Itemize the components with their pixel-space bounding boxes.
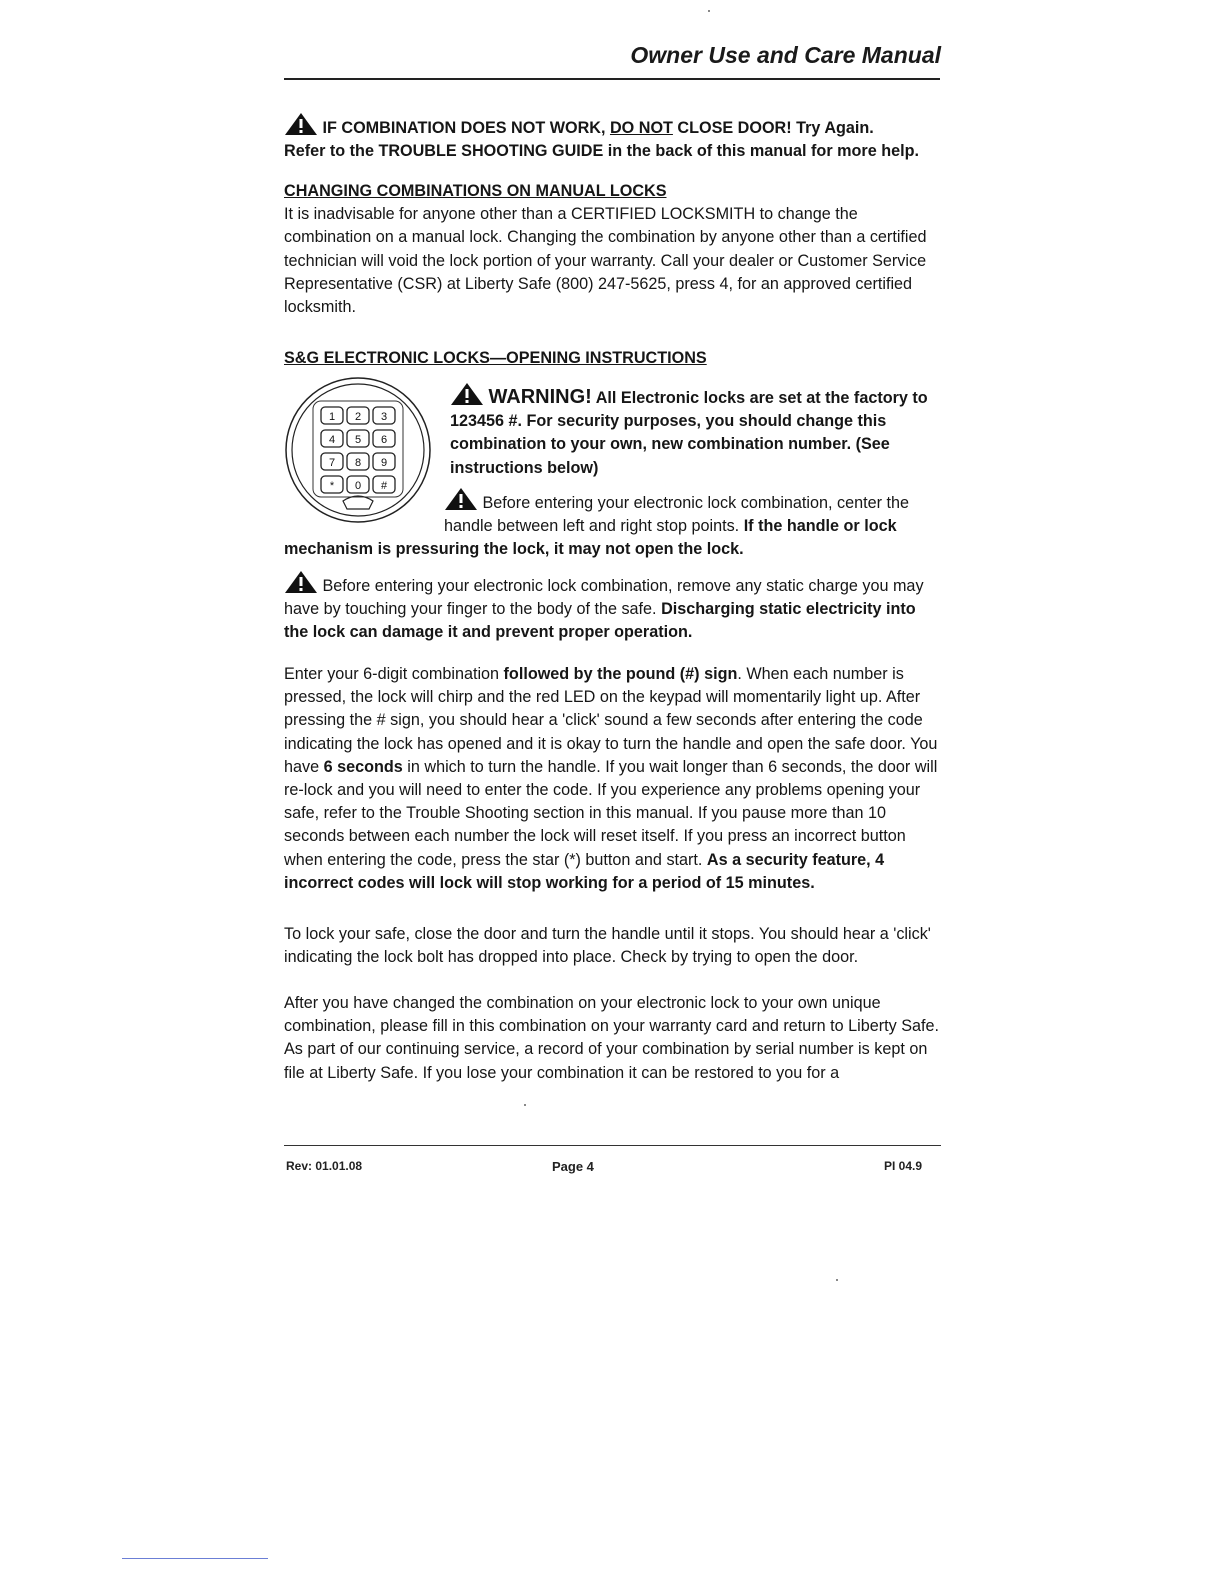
scan-speck: [524, 1104, 526, 1106]
keypad-key-label: 1: [328, 411, 336, 423]
footer-revision: Rev: 01.01.08: [286, 1159, 363, 1173]
keypad-key-label: 0: [354, 480, 362, 492]
keypad-key-label: 7: [328, 457, 336, 469]
center-handle-bold: If the handle or lock mechanism is pressuring the lock, it may not open the lock.: [284, 517, 897, 559]
manual-locks-heading: CHANGING COMBINATIONS ON MANUAL LOCKS: [284, 182, 667, 200]
warning-icon: [450, 382, 484, 406]
keypad-key-label: 5: [354, 434, 362, 446]
enter-b2: 6 seconds: [323, 757, 403, 776]
scan-speck: [836, 1279, 838, 1281]
static-charge-plain: Before entering your electronic lock combination, remove any static charge you may have by touching your finger to the body of the safe.: [284, 577, 924, 619]
keypad-key-label: 2: [354, 411, 362, 423]
alert-line1-pre: IF COMBINATION DOES NOT WORK,: [322, 119, 610, 137]
enter-b3: As a security feature, 4 incorrect codes will lock will stop working for a period of 15 minutes.: [284, 850, 885, 892]
keypad-key-label: *: [329, 480, 335, 492]
enter-p1: Enter your 6-digit combination: [284, 665, 504, 683]
factory-warning: [450, 382, 940, 480]
keypad-key-label: 3: [380, 411, 388, 423]
warning-icon: [284, 112, 318, 136]
static-charge-bold: Discharging static electricity into the lock can damage it and prevent proper operation.: [284, 600, 916, 642]
footer-document-code: PI 04.9: [884, 1159, 923, 1173]
static-charge-note: [284, 570, 944, 645]
alert-line1-post: CLOSE DOOR! Try Again.: [672, 119, 874, 137]
enter-combination-paragraph: [284, 663, 944, 895]
combination-alert: [284, 112, 944, 163]
enter-p2: . When each number is pressed, the lock will chirp and the red LED on the keypad will momentarily light up. After pressing the # sign, you should hear a 'click' sound a few seconds after entering the code indicating the lock has opened and it is okay to turn the handle and open the safe door. You have: [284, 665, 938, 776]
center-handle-plain: Before entering your electronic lock combination, center the handle between left and right stop points.: [444, 494, 910, 536]
warning-text: All Electronic locks are set at the factory to 123456 #. For security purposes, you should change this combination to your own, new combination number. (See instructions below): [450, 389, 928, 477]
after-change-paragraph: After you have changed the combination on your electronic lock to your own unique combination, please fill in this combination on your warranty card and return to Liberty Safe. As part of our continuing service, a record of your combination by serial number is kept on file at Liberty Safe. If you lose your combination it can be restored to you for a: [284, 994, 940, 1082]
manual-locks-section: [284, 180, 934, 319]
page-header-title: Owner Use and Care Manual: [630, 42, 941, 68]
alert-do-not: DO NOT: [609, 119, 673, 137]
header-rule: [284, 78, 940, 80]
footer-page-number: Page 4: [552, 1159, 594, 1174]
enter-p3: in which to turn the handle. If you wait longer than 6 seconds, the door will re-lock and you will need to enter the code. If you experience any problems opening your safe, refer to the Trouble Shooting section in this manual. If you pause more than 10 seconds between each number the lock will reset itself. If you press an incorrect button when entering the code, press the star (*) button and start.: [284, 757, 938, 869]
keypad-key-label: 4: [328, 434, 336, 446]
electronic-locks-heading: S&G ELECTRONIC LOCKS—OPENING INSTRUCTIONS: [284, 349, 707, 367]
center-handle-note: [284, 487, 944, 562]
keypad-key-label: 6: [380, 434, 388, 446]
keypad-key-label: #: [380, 480, 388, 492]
alert-line2: Refer to the TROUBLE SHOOTING GUIDE in the back of this manual for more help.: [284, 142, 919, 161]
scan-speck: [708, 10, 710, 12]
warning-title: WARNING!: [488, 386, 592, 408]
enter-b1: followed by the pound (#) sign: [503, 665, 738, 683]
scan-edge-line: [122, 1558, 268, 1559]
footer-rule: [284, 1145, 941, 1146]
lock-safe-paragraph: To lock your safe, close the door and turn the handle until it stops. You should hear a 'click' indicating the lock bolt has dropped into place. Check by trying to open the door.: [284, 925, 931, 967]
manual-locks-body: It is inadvisable for anyone other than a CERTIFIED LOCKSMITH to change the combination on a manual lock. Changing the combination by anyone other than a certified technician will void the lock portion of your warranty. Call your dealer or Customer Service Representative (CSR) at Liberty Safe (800) 247-5625, press 4, for an approved certified locksmith.: [284, 205, 927, 317]
warning-icon: [444, 487, 478, 511]
warning-icon: [284, 570, 318, 594]
keypad-key-label: 9: [380, 457, 388, 469]
keypad-key-label: 8: [354, 457, 362, 469]
